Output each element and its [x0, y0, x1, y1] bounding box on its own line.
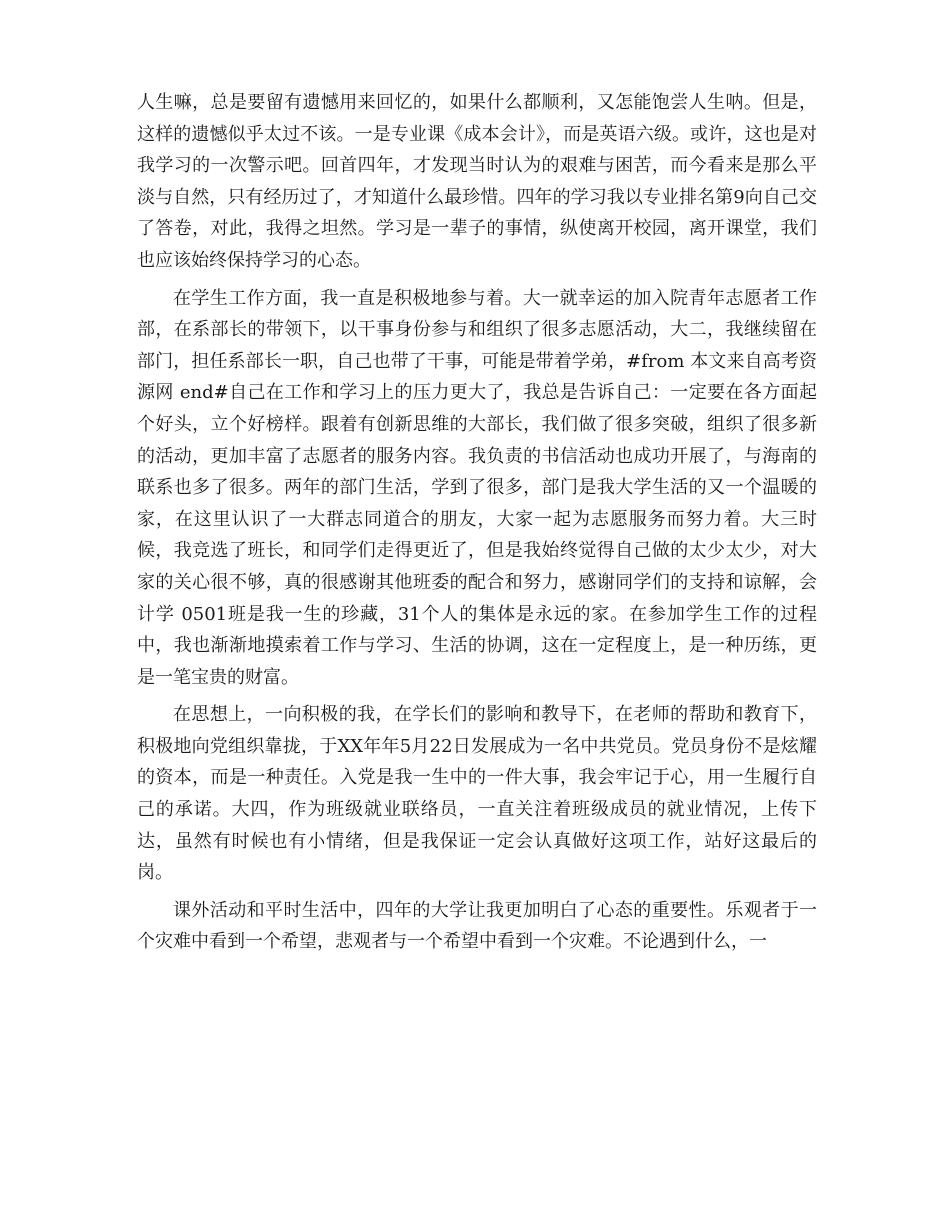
paragraph-2: 在学生工作方面，我一直是积极地参与着。大一就幸运的加入院青年志愿者工作部，在系部长的带领下，以干事身份参与和组织了很多志愿活动，大二，我继续留在部门，担任系部长一职，自己也带了干事，可能是带着学弟，#from 本文来自高考资源网 end#自己在工作和学习上的压力更大了，我总是告诉自己：一定要在各方面起个好头，立个好榜样。跟着有创新思维的大部长，我们做了很多突破，组织了很多新的活动，更加丰富了志愿者的服务内容。我负责的书信活动也成功开展了，与海南的联系也多了很多。两年的部门生活，学到了很多，部门是我大学生活的又一个温暖的家，在这里认识了一大群志同道合的朋友，大家一起为志愿服务而努力着。大三时候，我竞选了班长，和同学们走得更近了，但是我始终觉得自己做的太少太少，对大家的关心很不够，真的很感谢其他班委的配合和努力，感谢同学们的支持和谅解，会计学 0501班是我一生的珍藏，31个人的集体是永远的家。在参加学生工作的过程中，我也渐渐地摸索着工作与学习、生活的协调，这在一定程度上，是一种历练，更是一笔宝贵的财富。 — [137, 287, 817, 688]
paragraph-1: 人生嘛，总是要留有遗憾用来回忆的，如果什么都顺利，又怎能饱尝人生呐。但是，这样的遗憾似乎太过不该。一是专业课《成本会计》，而是英语六级。或许，这也是对我学习的一次警示吧。回首四年，才发现当时认为的艰难与困苦，而今看来是那么平淡与自然，只有经历过了，才知道什么最珍惜。四年的学习我以专业排名第9向自己交了答卷，对此，我得之坦然。学习是一辈子的事情，纵使离开校园，离开课堂，我们也应该始终保持学习的心态。 — [137, 92, 817, 271]
document-body — [137, 87, 817, 964]
paragraph-4: 课外活动和平时生活中，四年的大学让我更加明白了心态的重要性。乐观者于一个灾难中看到一个希望，悲观者与一个希望中看到一个灾难。不论遇到什么，一 — [137, 899, 817, 953]
paragraph-3: 在思想上，一向积极的我，在学长们的影响和教导下，在老师的帮助和教育下，积极地向党组织靠拢，于XX年年5月22日发展成为一名中共党员。党员身份不是炫耀的资本，而是一种责任。入党是我一生中的一件大事，我会牢记于心，用一生履行自己的承诺。大四，作为班级就业联络员，一直关注着班级成员的就业情况，上传下达，虽然有时候也有小情绪，但是我保证一定会认真做好这项工作，站好这最后的岗。 — [137, 704, 817, 884]
